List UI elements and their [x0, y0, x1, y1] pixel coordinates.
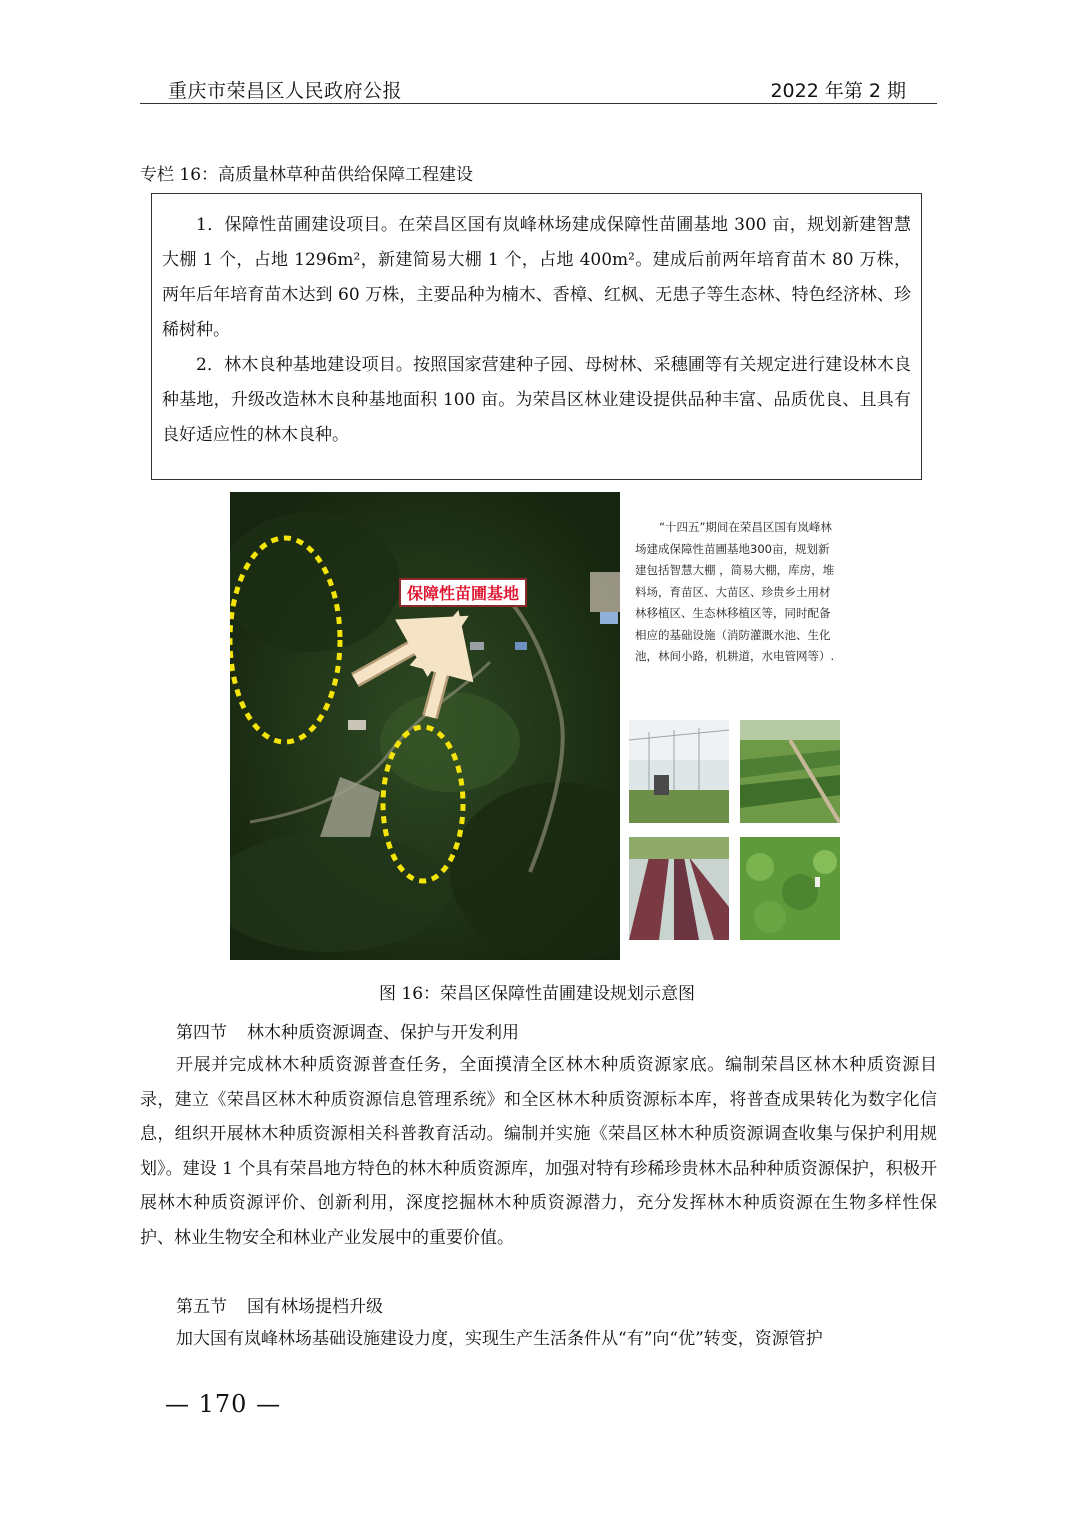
section-4-number: 第四节 — [176, 1023, 227, 1043]
figure-side-text: “十四五”期间在荣昌区国有岚峰林场建成保障性苗圃基地300亩，规划新建包括智慧大棚 ，简易大棚，库房，堆料场，育苗区、大苗区、珍贵乡土用材林移植区、生态林移植区等，同时配备相应的基础设施（消防灌溉水池、生化池，林间小路，机耕道，水电管网等）. — [635, 520, 835, 663]
section-4-body: 开展并完成林木种质资源普查任务，全面摸清全区林木种质资源家底。编制荣昌区林木种质资源目录，建立《荣昌区林木种质资源信息管理系统》和全区林木种质资源标本库，将普查成果转化为数字化信息，组织开展林木种质资源相关科普教育活动。编制并实施《荣昌区林木种质资源调查收集与保护利用规划》。建设 1 个具有荣昌地方特色的林木种质资源库，加强对特有珍稀珍贵林木品种种质资源保护，积极开展林木种质资源评价、创新利用，深度挖掘林木种质资源潜力，充分发挥林木种质资源在生物多样性保护、林业生物安全和林业产业发展中的重要价值。 — [140, 1055, 937, 1248]
header-title: 重庆市荣昌区人民政府公报 — [168, 80, 403, 102]
seedling-rows-photo — [740, 720, 840, 823]
header-divider — [140, 103, 937, 104]
column-box — [151, 193, 922, 480]
figure-caption: 图 16：荣昌区保障性苗圃建设规划示意图 — [378, 984, 696, 1004]
column-paragraph-1: 1．保障性苗圃建设项目。在荣昌区国有岚峰林场建成保障性苗圃基地 300 亩，规划新建智慧大棚 1 个，占地 1296m²，新建简易大棚 1 个，占地 400m²。建成后前两年培育苗木 80 万株，两年后年培育苗木达到 60 万株，主要品种为楠木、香樟、红枫、无患子等生态林、特色经济林、珍稀树种。 — [162, 215, 911, 340]
map-label: 保障性苗圃基地 — [406, 584, 520, 603]
greenhouse-photo — [629, 720, 729, 823]
section-5-number: 第五节 — [176, 1297, 227, 1317]
section-5-title: 国有林场提档升级 — [247, 1297, 383, 1317]
satellite-map-image — [230, 492, 620, 960]
section-5-body: 加大国有岚峰林场基础设施建设力度，实现生产生活条件从“有”向“优”转变，资源管护 — [176, 1329, 823, 1349]
seedling-field-photo — [740, 837, 840, 940]
section-4-heading — [176, 1018, 519, 1043]
header-issue: 2022 年第 2 期 — [770, 80, 906, 102]
figure-16 — [230, 492, 839, 960]
column-title: 专栏 16：高质量林草种苗供给保障工程建设 — [140, 165, 474, 185]
page-number: — 170 — — [165, 1390, 282, 1418]
nursery-beds-photo — [629, 837, 729, 940]
section-5-heading — [176, 1292, 383, 1317]
section-4-title: 林木种质资源调查、保护与开发利用 — [247, 1023, 519, 1043]
column-paragraph-2: 2．林木良种基地建设项目。按照国家营建种子园、母树林、采穗圃等有关规定进行建设林木良种基地，升级改造林木良种基地面积 100 亩。为荣昌区林业建设提供品种丰富、品质优良、且具有良好适应性的林木良种。 — [162, 355, 911, 445]
